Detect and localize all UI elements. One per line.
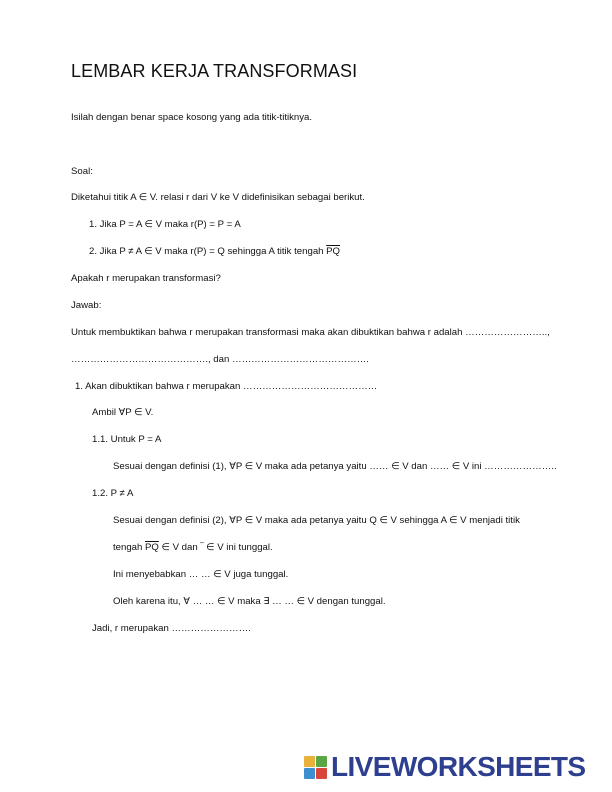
logo-wordmark: LIVEWORKSHEETS [331, 751, 586, 782]
case-1-heading: 1.1. Untuk P = A [92, 434, 162, 445]
case-2-heading: 1.2. P ≠ A [92, 488, 134, 499]
segment-pq: $\overline{PQ}$ [326, 246, 341, 257]
definition-item-2-text: 2. Jika P ≠ A ∈ V maka r(P) = Q sehingga A titik tengah [89, 246, 327, 257]
case-2-midpoint-post: ∈ V dan ‾ ∈ V ini tunggal. [158, 542, 273, 553]
cause-text: Ini menyebabkan … … ∈ V juga tunggal. [113, 569, 289, 580]
definition-item-1: 1. Jika P = A ∈ V maka r(P) = P = A [89, 219, 241, 230]
conclusion-text: Jadi, r merupakan ……………………. [92, 623, 251, 634]
definition-item-2 [89, 246, 340, 258]
case-2-text: Sesuai dengan definisi (2), ∀P ∈ V maka ada petanya yaitu Q ∈ V sehingga A ∈ V menjadi titik [113, 515, 520, 526]
take-statement: Ambil ∀P ∈ V. [92, 407, 154, 418]
segment-pq-2: $\overline{PQ}$ [145, 542, 159, 553]
logo-tile-i [316, 756, 327, 767]
proof-intro: Untuk membuktikan bahwa r merupakan transformasi maka akan dibuktikan bahwa r adalah …………………….., [71, 327, 550, 338]
soal-label: Soal: [71, 166, 93, 177]
logo-mark-icon [304, 756, 327, 779]
instruction-text: Isilah dengan benar space kosong yang ada titik-titiknya. [71, 112, 313, 123]
case-2-midpoint [113, 542, 273, 554]
step-1: 1. Akan dibuktikan bahwa r merupakan …………………………………… [75, 381, 378, 392]
liveworksheets-logo [304, 752, 586, 782]
case-2-midpoint-pre: tengah [113, 542, 146, 553]
logo-tile-v [304, 768, 315, 779]
logo-tile-e [316, 768, 327, 779]
question-text: Apakah r merupakan transformasi? [71, 273, 221, 284]
proof-intro-continued: ……………………………………., dan ……………………………………. [71, 354, 369, 365]
case-1-text: Sesuai dengan definisi (1), ∀P ∈ V maka ada petanya yaitu …… ∈ V dan …… ∈ V ini ………………….. [113, 461, 557, 472]
therefore-text: Oleh karena itu, ∀ … … ∈ V maka ∃ … … ∈ V dengan tunggal. [113, 596, 386, 607]
logo-tile-l [304, 756, 315, 767]
jawab-label: Jawab: [71, 300, 102, 311]
page-title: LEMBAR KERJA TRANSFORMASI [71, 61, 358, 81]
given-text: Diketahui titik A ∈ V. relasi r dari V ke V didefinisikan sebagai berikut. [71, 192, 365, 203]
